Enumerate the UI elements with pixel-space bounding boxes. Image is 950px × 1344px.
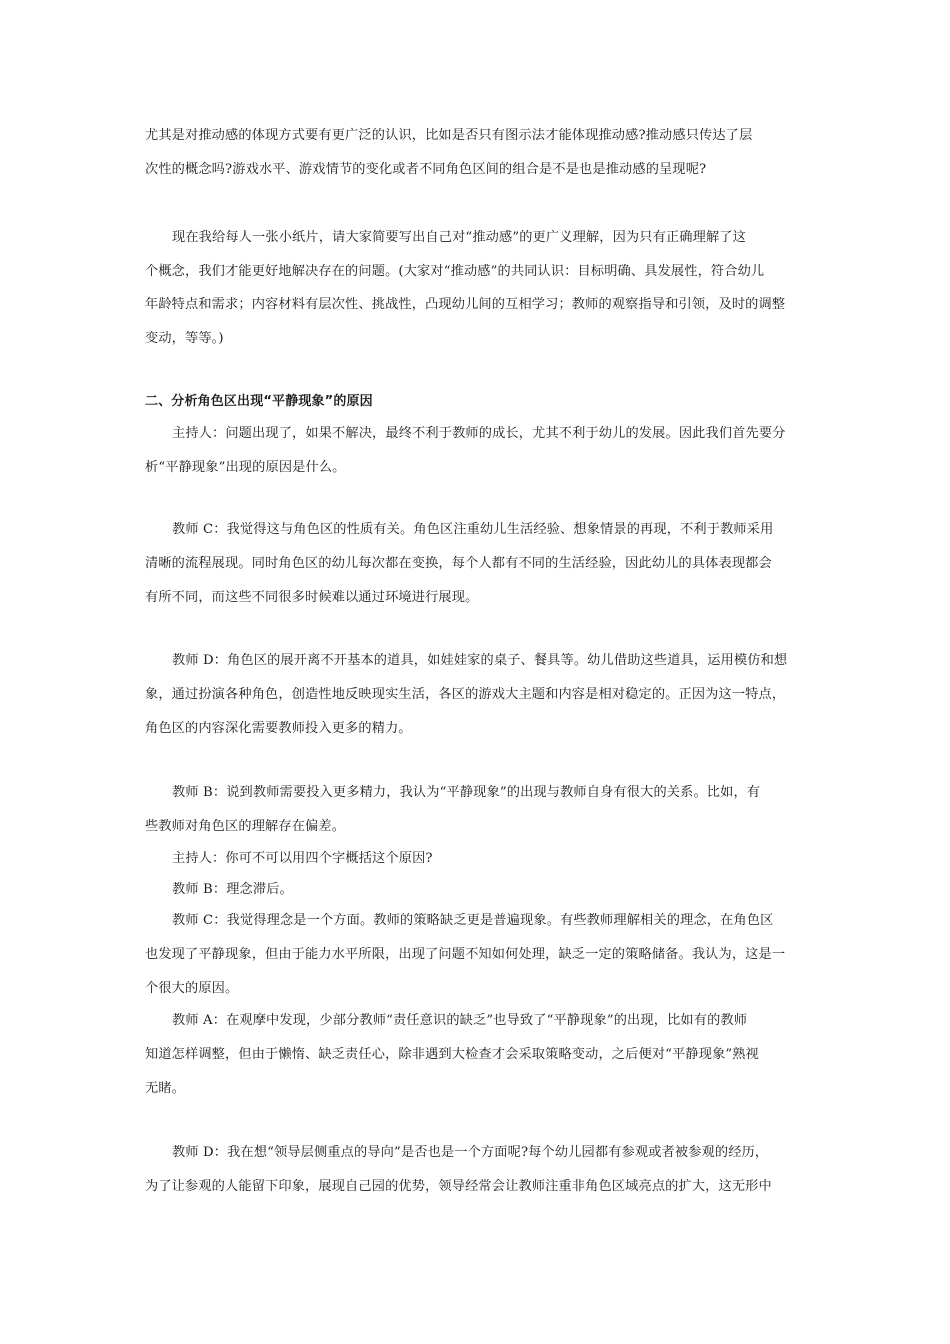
paragraph-line: 个概念，我们才能更好地解决存在的问题。(大家对“推动感”的共同认识：目标明确、具发展性，符合幼儿: [145, 264, 765, 279]
paragraph-line: 无睹。: [145, 1081, 186, 1096]
paragraph-line: 现在我给每人一张小纸片，请大家简要写出自己对“推动感”的更广义理解，因为只有正确理解了这: [172, 230, 746, 245]
paragraph-line: 教师 B：说到教师需要投入更多精力，我认为“平静现象”的出现与教师自身有很大的关系。比如，有: [172, 785, 761, 800]
paragraph-line: 变动，等等。): [145, 331, 224, 346]
paragraph-line: 为了让参观的人能留下印象，展现自己园的优势，领导经常会让教师注重非角色区域亮点的扩大，这无形中: [145, 1179, 772, 1194]
paragraph-line: 角色区的内容深化需要教师投入更多的精力。: [145, 721, 412, 736]
paragraph-line: 有所不同，而这些不同很多时候难以通过环境进行展现。: [145, 590, 479, 605]
paragraph-line: 主持人：问题出现了，如果不解决，最终不利于教师的成长，尤其不利于幼儿的发展。因此我们首先要分: [172, 426, 786, 441]
paragraph-line: 主持人：你可不可以用四个字概括这个原因?: [172, 851, 433, 866]
paragraph-line: 年龄特点和需求；内容材料有层次性、挑战性，凸现幼儿间的互相学习；教师的观察指导和引领，及时的调整: [145, 297, 786, 312]
paragraph-line: 象，通过扮演各种角色，创造性地反映现实生活，各区的游戏大主题和内容是相对稳定的。正因为这一特点，: [145, 687, 786, 702]
paragraph-line: 教师 D：角色区的展开离不开基本的道具，如娃娃家的桌子、餐具等。幼儿借助这些道具，运用模仿和想: [172, 653, 788, 668]
paragraph-line: 教师 C：我觉得理念是一个方面。教师的策略缺乏更是普遍现象。有些教师理解相关的理念，在角色区: [172, 913, 774, 928]
paragraph-line: 析“平静现象”出现的原因是什么。: [145, 460, 346, 475]
paragraph-line: 些教师对角色区的理解存在偏差。: [145, 819, 346, 834]
paragraph-line: 尤其是对推动感的体现方式要有更广泛的认识，比如是否只有图示法才能体现推动感?推动感只传达了层: [145, 128, 753, 143]
paragraph-line: 教师 B：理念滞后。: [172, 882, 293, 897]
paragraph-line: 教师 A：在观摩中发现，少部分教师“责任意识的缺乏”也导致了“平静现象”的出现，比如有的教师: [172, 1013, 748, 1028]
paragraph-line: 个很大的原因。: [145, 981, 239, 996]
paragraph-line: 清晰的流程展现。同时角色区的幼儿每次都在变换，每个人都有不同的生活经验，因此幼儿的具体表现都会: [145, 556, 772, 571]
paragraph-line: 教师 D：我在想“领导层侧重点的导向”是否也是一个方面呢?每个幼儿园都有参观或者被参观的经历，: [172, 1145, 769, 1160]
paragraph-line: 也发现了平静现象，但由于能力水平所限，出现了问题不知如何处理，缺乏一定的策略储备。我认为，这是一: [145, 947, 786, 962]
section-heading: 二、分析角色区出现“平静现象”的原因: [145, 394, 373, 409]
paragraph-line: 知道怎样调整，但由于懒惰、缺乏责任心，除非遇到大检查才会采取策略变动，之后便对“平静现象”熟视: [145, 1047, 759, 1062]
paragraph-line: 次性的概念吗?游戏水平、游戏情节的变化或者不同角色区间的组合是不是也是推动感的呈现呢?: [145, 162, 707, 177]
paragraph-line: 教师 C：我觉得这与角色区的性质有关。角色区注重幼儿生活经验、想象情景的再现，不利于教师采用: [172, 522, 774, 537]
